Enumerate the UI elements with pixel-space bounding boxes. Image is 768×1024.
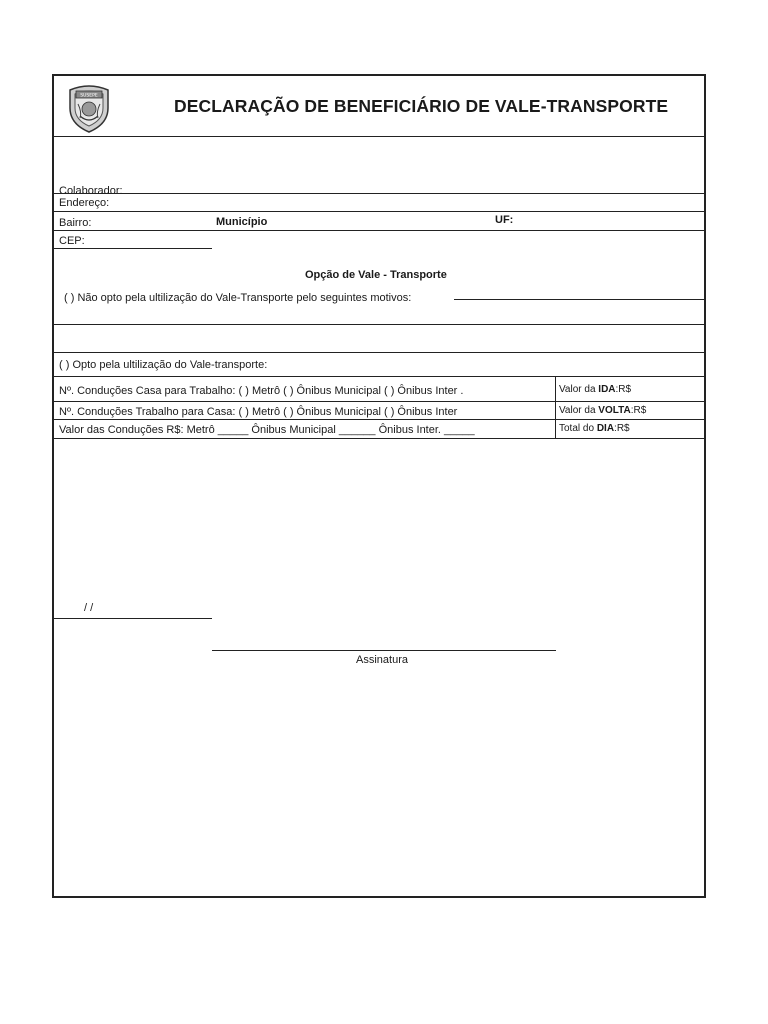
declaration-form	[52, 74, 706, 898]
valor-volta-cell[interactable]: Valor da VOLTA:R$	[559, 405, 647, 416]
nao-opto-option[interactable]: ( ) Não opto pela ultilização do Vale-Transporte pelo seguintes motivos:	[64, 292, 412, 304]
table-column-divider	[555, 376, 556, 438]
uf-label: UF:	[495, 214, 514, 226]
coat-of-arms-logo	[64, 82, 114, 134]
signature-line[interactable]	[212, 650, 556, 651]
option-heading: Opção de Vale - Transporte	[305, 269, 447, 281]
municipio-label: Município	[216, 216, 268, 228]
valor-ida-cell[interactable]: Valor da IDA:R$	[559, 384, 632, 395]
conducoes-ida-row[interactable]: Nº. Conduções Casa para Trabalho: ( ) Metrô ( ) Ônibus Municipal ( ) Ônibus Inter .	[59, 385, 464, 397]
date-slashes: / /	[84, 602, 94, 614]
opto-option[interactable]: ( ) Opto pela ultilização do Vale-transporte:	[59, 359, 268, 371]
cep-field-line[interactable]	[54, 248, 212, 249]
table-row-line-2	[54, 419, 704, 420]
table-bottom-line	[54, 438, 704, 439]
endereco-label: Endereço:	[59, 197, 110, 209]
total-dia-cell[interactable]: Total do DIA:R$	[559, 423, 630, 434]
header-divider	[54, 136, 704, 137]
motivos-line[interactable]	[454, 299, 704, 300]
section-divider	[54, 352, 704, 353]
svg-text:SUSEPE: SUSEPE	[80, 93, 98, 99]
table-row-line-1	[54, 401, 704, 402]
endereco-field-line[interactable]	[54, 211, 704, 212]
colaborador-label: Colaborador:	[59, 185, 123, 197]
colaborador-field-line[interactable]	[54, 193, 704, 194]
motivos-line-2[interactable]	[54, 324, 704, 325]
cep-label: CEP:	[59, 235, 85, 247]
date-field-line[interactable]	[54, 618, 212, 619]
valor-conducoes-row[interactable]: Valor das Conduções R$: Metrô _____ Ônibus Municipal ______ Ônibus Inter. _____	[59, 424, 475, 436]
signature-label: Assinatura	[356, 654, 408, 666]
bairro-label: Bairro:	[59, 217, 92, 229]
table-top-line	[54, 376, 704, 377]
bairro-field-line[interactable]	[54, 230, 704, 231]
form-title: DECLARAÇÃO DE BENEFICIÁRIO DE VALE-TRANSPORTE	[174, 96, 669, 116]
conducoes-volta-row[interactable]: Nº. Conduções Trabalho para Casa: ( ) Metrô ( ) Ônibus Municipal ( ) Ônibus Inter	[59, 406, 458, 418]
